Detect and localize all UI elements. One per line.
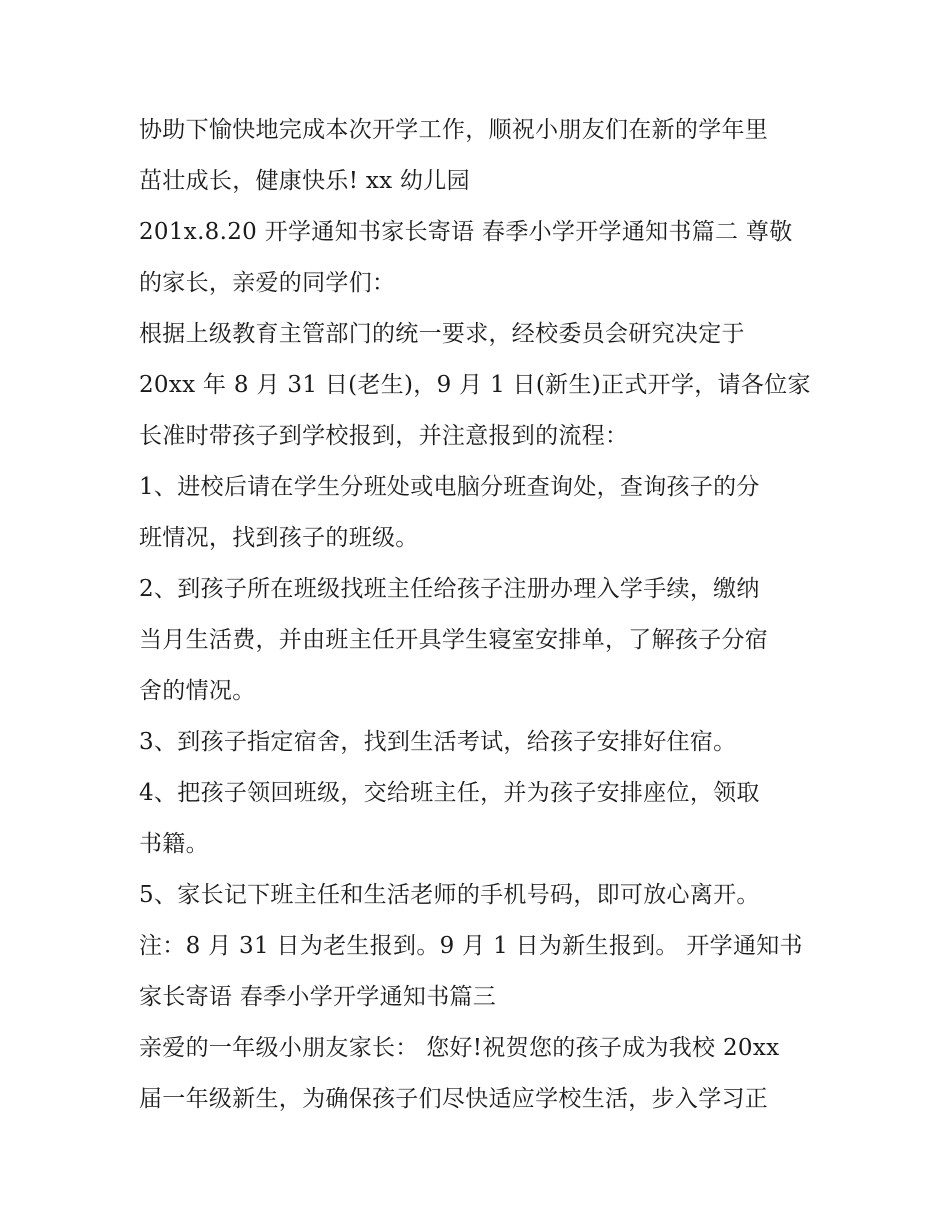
text-line: 茁壮成长，健康快乐! xx 幼儿园 [139, 168, 470, 194]
text-line: 3、到孩子指定宿舍，找到生活考试，给孩子安排好住宿。 [139, 729, 737, 755]
text-line: 根据上级教育主管部门的统一要求，经校委员会研究决定于 [139, 321, 745, 347]
text-line: 书籍。 [139, 831, 209, 857]
text-line: 注：8 月 31 日为老生报到。9 月 1 日为新生报到。 开学通知书 [139, 933, 803, 959]
text-line: 亲爱的一年级小朋友家长： 您好!祝贺您的孩子成为我校 20xx [139, 1035, 780, 1061]
text-line: 协助下愉快地完成本次开学工作，顺祝小朋友们在新的学年里 [139, 117, 769, 143]
text-line: 家长寄语 春季小学开学通知书篇三 [139, 984, 497, 1010]
text-line: 班情况，找到孩子的班级。 [139, 525, 419, 551]
text-line: 当月生活费，并由班主任开具学生寝室安排单，了解孩子分宿 [139, 627, 769, 653]
text-line: 的家长，亲爱的同学们： [139, 270, 396, 296]
text-line: 5、家长记下班主任和生活老师的手机号码，即可放心离开。 [139, 882, 760, 908]
text-line: 1、进校后请在学生分班处或电脑分班查询处，查询孩子的分 [139, 474, 760, 500]
text-line: 201x.8.20 开学通知书家长寄语 春季小学开学通知书篇二 尊敬 [139, 219, 793, 245]
text-line: 届一年级新生，为确保孩子们尽快适应学校生活，步入学习正 [139, 1086, 769, 1112]
text-line: 舍的情况。 [139, 678, 256, 704]
text-line: 长准时带孩子到学校报到，并注意报到的流程： [139, 423, 629, 449]
text-line: 4、把孩子领回班级，交给班主任，并为孩子安排座位，领取 [139, 780, 760, 806]
document-body [139, 105, 829, 1125]
text-line: 2、到孩子所在班级找班主任给孩子注册办理入学手续，缴纳 [139, 576, 760, 602]
text-line: 20xx 年 8 月 31 日(老生)，9 月 1 日(新生)正式开学，请各位家 [139, 372, 811, 398]
